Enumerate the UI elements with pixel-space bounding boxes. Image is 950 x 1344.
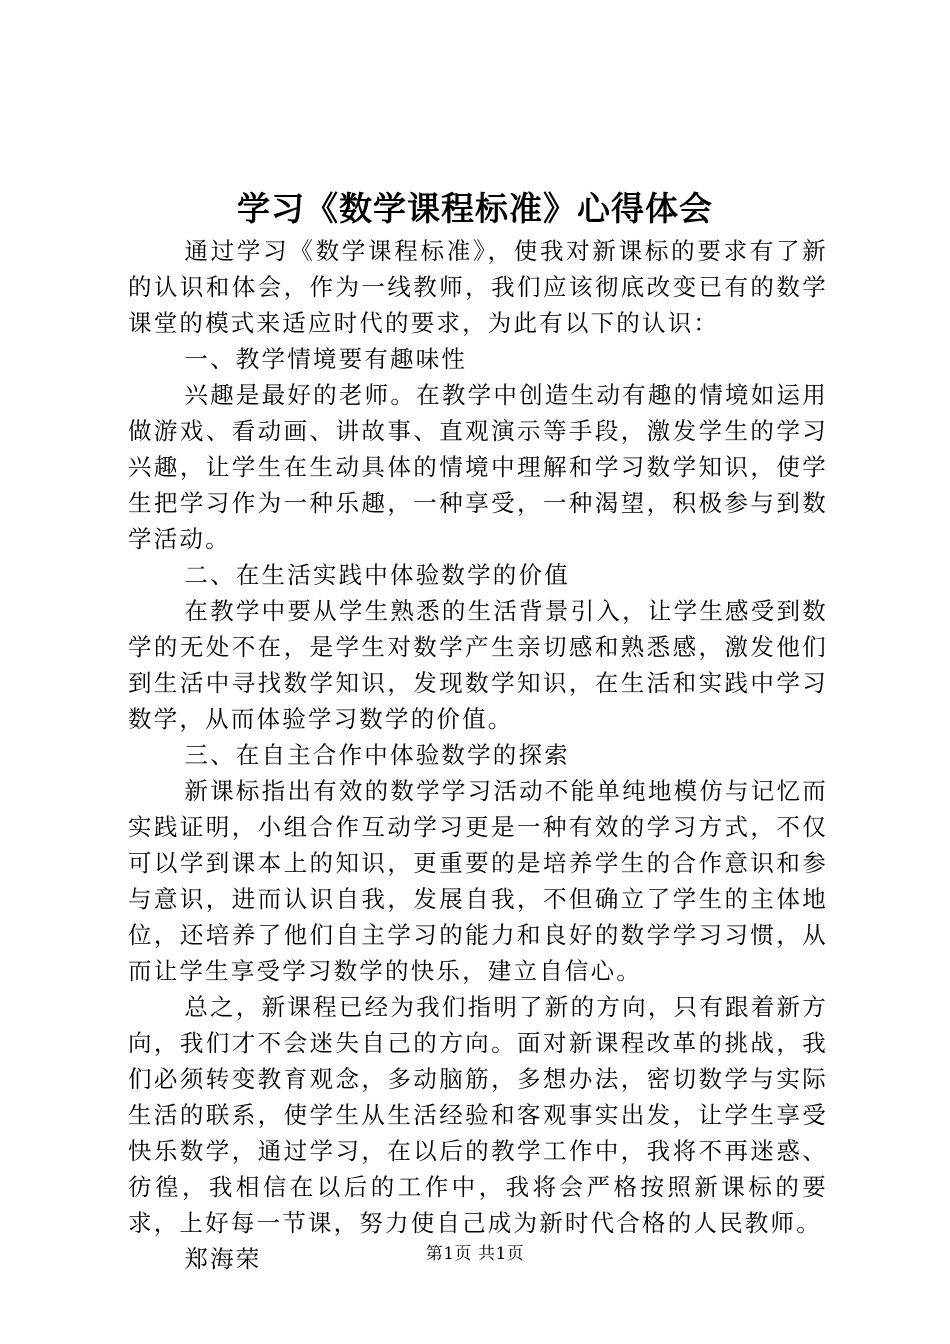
page-number-footer: 第1页 共1页 [425, 1244, 525, 1264]
document-title: 学习《数学课程标准》心得体会 [237, 189, 713, 228]
conclusion-paragraph: 总之，新课程已经为我们指明了新的方向，只有跟着新方向，我们才不会迷失自己的方向。面对新课程改革的挑战，我们必须转变教育观念，多动脑筋，多想办法，密切数学与实际生活的联系，使学生从生活经验和客观事实出发，让学生享受快乐数学，通过学习，在以后的教学工作中，我将不再迷惑、彷徨，我相信在以后的工作中，我将会严格按照新课标的要求，上好每一节课，努力使自己成为新时代合格的人民教师。 [128, 993, 828, 1237]
section-paragraph: 在教学中要从学生熟悉的生活背景引入，让学生感受到数学的无处不在，是学生对数学产生亲切感和熟悉感，激发他们到生活中寻找数学知识，发现数学知识，在生活和实践中学习数学，从而体验学习数学的价值。 [128, 597, 828, 733]
document-body [128, 233, 828, 1277]
section-heading: 一、教学情境要有趣味性 [184, 345, 468, 373]
intro-paragraph: 通过学习《数学课程标准》，使我对新课标的要求有了新的认识和体会，作为一线教师，我们应该彻底改变已有的数学课堂的模式来适应时代的要求，为此有以下的认识： [128, 237, 828, 337]
section-heading: 三、在自主合作中体验数学的探索 [184, 741, 570, 769]
author-signature: 郑海荣 [184, 1245, 262, 1273]
section-paragraph: 新课标指出有效的数学学习活动不能单纯地模仿与记忆而实践证明，小组合作互动学习更是一种有效的学习方式，不仅可以学到课本上的知识，更重要的是培养学生的合作意识和参与意识，进而认识自我，发展自我，不但确立了学生的主体地位，还培养了他们自主学习的能力和良好的数学学习习惯，从而让学生享受学习数学的快乐，建立自信心。 [128, 777, 828, 985]
section-heading: 二、在生活实践中体验数学的价值 [184, 561, 570, 589]
section-paragraph: 兴趣是最好的老师。在教学中创造生动有趣的情境如运用做游戏、看动画、讲故事、直观演示等手段，激发学生的学习兴趣，让学生在生动具体的情境中理解和学习数学知识，使学生把学习作为一种乐趣，一种享受，一种渴望，积极参与到数学活动。 [128, 381, 828, 553]
